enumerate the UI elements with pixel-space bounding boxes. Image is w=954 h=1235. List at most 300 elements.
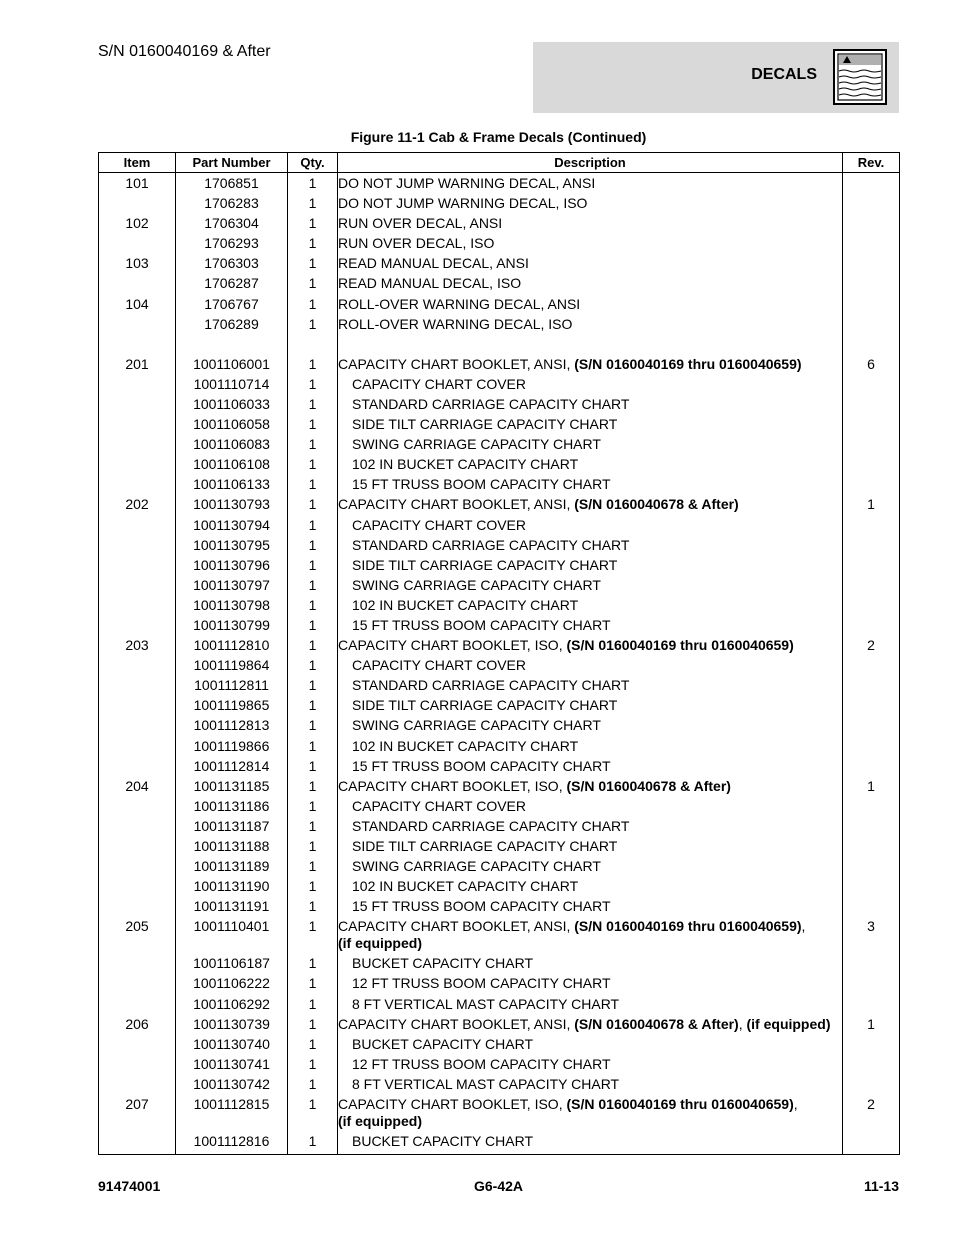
table-row	[99, 517, 900, 537]
description-text	[338, 778, 731, 794]
table-row	[99, 858, 900, 878]
equipment-note: (if equipped)	[746, 1015, 831, 1032]
item-cell: 102	[99, 215, 176, 235]
rev-cell	[843, 436, 900, 456]
serial-range: (S/N 0160040169 thru 0160040659)	[574, 918, 802, 935]
description-cell	[338, 517, 843, 537]
description-text	[338, 898, 611, 915]
qty-cell: 1	[288, 195, 338, 215]
description-text	[338, 1056, 611, 1073]
description-text	[338, 416, 617, 433]
description-cell	[338, 1036, 843, 1056]
item-cell: 104	[99, 296, 176, 316]
empty-cell	[288, 336, 338, 356]
qty-cell: 1	[288, 617, 338, 637]
description-cell	[338, 955, 843, 975]
qty-cell: 1	[288, 637, 338, 657]
part-number-cell: 1001130740	[176, 1036, 288, 1056]
empty-cell	[843, 336, 900, 356]
description-main: CAPACITY CHART BOOKLET, ISO,	[338, 1096, 567, 1113]
part-number-cell: 1706304	[176, 215, 288, 235]
table-row	[99, 717, 900, 737]
description-text	[338, 677, 629, 694]
serial-range: (S/N 0160040169 thru 0160040659)	[574, 355, 802, 372]
description-text	[338, 1076, 619, 1093]
part-number-cell: 1001112814	[176, 758, 288, 778]
table-row	[99, 577, 900, 597]
part-number-cell: 1001131189	[176, 858, 288, 878]
part-number-cell: 1001112813	[176, 717, 288, 737]
serial-range: (S/N 0160040169 thru 0160040659)	[566, 637, 794, 654]
rev-cell: 3	[843, 918, 900, 955]
description-main: DO NOT JUMP WARNING DECAL, ISO	[338, 195, 588, 212]
table-row	[99, 173, 900, 196]
description-text	[338, 537, 629, 554]
description-separator: ,	[793, 1096, 798, 1113]
part-number-cell: 1706293	[176, 235, 288, 255]
description-main: CAPACITY CHART BOOKLET, ANSI,	[338, 355, 575, 372]
part-number-cell: 1001130795	[176, 537, 288, 557]
description-main: 12 FT TRUSS BOOM CAPACITY CHART	[352, 975, 611, 992]
qty-cell: 1	[288, 456, 338, 476]
description-main: 102 IN BUCKET CAPACITY CHART	[352, 596, 579, 613]
description-main: 102 IN BUCKET CAPACITY CHART	[352, 456, 579, 473]
description-cell	[338, 416, 843, 436]
table-row	[99, 677, 900, 697]
table-row	[99, 657, 900, 677]
description-cell	[338, 1133, 843, 1155]
part-number-cell: 1001112816	[176, 1133, 288, 1155]
serial-range: (S/N 0160040678 & After)	[574, 1015, 739, 1032]
description-text	[338, 878, 578, 895]
table-row	[99, 476, 900, 496]
parts-table	[98, 152, 900, 1155]
rev-cell	[843, 657, 900, 677]
rev-cell: 1	[843, 1016, 900, 1036]
rev-cell	[843, 255, 900, 275]
rev-cell	[843, 955, 900, 975]
table-row	[99, 456, 900, 476]
part-number-cell: 1706289	[176, 316, 288, 336]
item-cell	[99, 195, 176, 215]
qty-cell: 1	[288, 517, 338, 537]
serial-range: (S/N 0160040678 & After)	[566, 777, 731, 794]
table-row	[99, 1016, 900, 1036]
column-header-item: Item	[99, 153, 176, 173]
table-row	[99, 215, 900, 235]
description-text	[338, 975, 611, 992]
part-number-cell: 1001106222	[176, 975, 288, 995]
table-row	[99, 778, 900, 798]
rev-cell	[843, 798, 900, 818]
part-number-cell: 1001112810	[176, 637, 288, 657]
part-number-cell: 1001131188	[176, 838, 288, 858]
table-row	[99, 1056, 900, 1076]
item-cell	[99, 955, 176, 975]
item-cell	[99, 697, 176, 717]
rev-cell	[843, 818, 900, 838]
item-cell	[99, 975, 176, 995]
qty-cell: 1	[288, 996, 338, 1016]
qty-cell: 1	[288, 376, 338, 396]
table-row	[99, 738, 900, 758]
qty-cell: 1	[288, 858, 338, 878]
qty-cell: 1	[288, 738, 338, 758]
table-row	[99, 436, 900, 456]
qty-cell: 1	[288, 878, 338, 898]
qty-cell: 1	[288, 496, 338, 516]
rev-cell	[843, 316, 900, 336]
table-row	[99, 537, 900, 557]
rev-cell	[843, 858, 900, 878]
description-main: 102 IN BUCKET CAPACITY CHART	[352, 878, 579, 895]
description-main: BUCKET CAPACITY CHART	[352, 1133, 534, 1150]
qty-cell: 1	[288, 537, 338, 557]
item-cell	[99, 717, 176, 737]
part-number-cell: 1001131186	[176, 798, 288, 818]
qty-cell: 1	[288, 758, 338, 778]
rev-cell	[843, 838, 900, 858]
table-row	[99, 798, 900, 818]
description-main: 102 IN BUCKET CAPACITY CHART	[352, 737, 579, 754]
rev-cell	[843, 1133, 900, 1155]
column-header-qty: Qty.	[288, 153, 338, 173]
description-main: STANDARD CARRIAGE CAPACITY CHART	[352, 536, 630, 553]
rev-cell	[843, 476, 900, 496]
description-main: SIDE TILT CARRIAGE CAPACITY CHART	[352, 556, 618, 573]
description-main: 8 FT VERTICAL MAST CAPACITY CHART	[352, 1075, 620, 1092]
qty-cell: 1	[288, 955, 338, 975]
item-cell	[99, 597, 176, 617]
qty-cell: 1	[288, 918, 338, 955]
qty-cell: 1	[288, 975, 338, 995]
description-text	[338, 738, 578, 755]
rev-cell	[843, 215, 900, 235]
qty-cell: 1	[288, 657, 338, 677]
description-main: STANDARD CARRIAGE CAPACITY CHART	[352, 395, 630, 412]
qty-cell: 1	[288, 215, 338, 235]
description-cell	[338, 617, 843, 637]
part-number-cell: 1001130741	[176, 1056, 288, 1076]
description-cell	[338, 356, 843, 376]
description-cell	[338, 275, 843, 295]
rev-cell	[843, 577, 900, 597]
table-row	[99, 496, 900, 516]
description-text	[338, 858, 601, 875]
description-text	[338, 577, 601, 594]
description-main: 8 FT VERTICAL MAST CAPACITY CHART	[352, 995, 620, 1012]
description-text	[338, 255, 529, 271]
item-cell	[99, 456, 176, 476]
description-text	[338, 657, 526, 674]
item-cell	[99, 1133, 176, 1155]
part-number-cell: 1706283	[176, 195, 288, 215]
table-row	[99, 316, 900, 336]
description-text	[338, 1096, 798, 1129]
table-row	[99, 557, 900, 577]
table-row	[99, 356, 900, 376]
item-cell	[99, 275, 176, 295]
qty-cell: 1	[288, 838, 338, 858]
part-number-cell: 1706287	[176, 275, 288, 295]
table-header-row	[99, 153, 900, 173]
rev-cell	[843, 717, 900, 737]
description-text	[338, 215, 502, 231]
rev-cell: 2	[843, 1096, 900, 1133]
qty-cell: 1	[288, 416, 338, 436]
description-text	[338, 195, 587, 211]
part-number-cell: 1001106083	[176, 436, 288, 456]
description-cell	[338, 496, 843, 516]
description-text	[338, 175, 595, 191]
qty-cell: 1	[288, 577, 338, 597]
part-number-cell: 1001130742	[176, 1076, 288, 1096]
rev-cell	[843, 1036, 900, 1056]
rev-cell	[843, 677, 900, 697]
description-main: CAPACITY CHART BOOKLET, ISO,	[338, 637, 567, 654]
description-text	[338, 838, 617, 855]
item-cell: 101	[99, 173, 176, 196]
part-number-cell: 1001112811	[176, 677, 288, 697]
part-number-cell: 1001106292	[176, 996, 288, 1016]
column-header-part-number: Part Number	[176, 153, 288, 173]
qty-cell: 1	[288, 898, 338, 918]
table-row	[99, 838, 900, 858]
rev-cell: 2	[843, 637, 900, 657]
description-main: SWING CARRIAGE CAPACITY CHART	[352, 858, 601, 875]
part-number-cell: 1001106187	[176, 955, 288, 975]
part-number-cell: 1001130794	[176, 517, 288, 537]
table-row	[99, 336, 900, 356]
description-main: CAPACITY CHART BOOKLET, ANSI,	[338, 918, 575, 935]
item-cell	[99, 677, 176, 697]
description-text	[338, 557, 617, 574]
serial-range: (S/N 0160040169 thru 0160040659)	[566, 1096, 794, 1113]
part-number-cell: 1001106133	[176, 476, 288, 496]
part-number-cell: 1001130799	[176, 617, 288, 637]
serial-number: S/N 0160040169 & After	[98, 43, 271, 60]
description-cell	[338, 918, 843, 955]
section-title: DECALS	[751, 66, 817, 83]
table-row	[99, 1133, 900, 1155]
item-cell	[99, 517, 176, 537]
description-cell	[338, 996, 843, 1016]
rev-cell	[843, 376, 900, 396]
qty-cell: 1	[288, 717, 338, 737]
description-cell	[338, 798, 843, 818]
description-main: SWING CARRIAGE CAPACITY CHART	[352, 717, 601, 734]
qty-cell: 1	[288, 235, 338, 255]
table-row	[99, 637, 900, 657]
qty-cell: 1	[288, 173, 338, 196]
description-text	[338, 1133, 533, 1150]
item-cell	[99, 577, 176, 597]
rev-cell	[843, 296, 900, 316]
part-number-cell: 1706303	[176, 255, 288, 275]
rev-cell	[843, 996, 900, 1016]
rev-cell	[843, 517, 900, 537]
description-cell	[338, 717, 843, 737]
description-main: 15 FT TRUSS BOOM CAPACITY CHART	[352, 476, 611, 493]
part-number-cell: 1001119865	[176, 697, 288, 717]
item-cell: 103	[99, 255, 176, 275]
table-row	[99, 195, 900, 215]
column-header-rev: Rev.	[843, 153, 900, 173]
description-text	[338, 717, 601, 734]
description-separator: ,	[801, 918, 806, 935]
description-text	[338, 316, 572, 332]
empty-cell	[338, 336, 843, 356]
item-cell	[99, 376, 176, 396]
part-number-cell: 1001130739	[176, 1016, 288, 1036]
item-cell	[99, 476, 176, 496]
description-cell	[338, 975, 843, 995]
description-main: CAPACITY CHART BOOKLET, ANSI,	[338, 1015, 575, 1032]
section-header	[533, 42, 899, 113]
rev-cell	[843, 1076, 900, 1096]
description-text	[338, 955, 533, 972]
description-main: STANDARD CARRIAGE CAPACITY CHART	[352, 677, 630, 694]
table-row	[99, 878, 900, 898]
rev-cell	[843, 878, 900, 898]
description-cell	[338, 858, 843, 878]
description-main: DO NOT JUMP WARNING DECAL, ANSI	[338, 175, 596, 191]
rev-cell	[843, 975, 900, 995]
description-cell	[338, 778, 843, 798]
description-cell	[338, 1016, 843, 1036]
part-number-cell: 1706767	[176, 296, 288, 316]
description-text	[338, 918, 805, 951]
description-cell	[338, 738, 843, 758]
description-cell	[338, 577, 843, 597]
table-row	[99, 996, 900, 1016]
item-cell	[99, 557, 176, 577]
description-cell	[338, 758, 843, 778]
rev-cell	[843, 697, 900, 717]
description-text	[338, 396, 629, 413]
description-main: CAPACITY CHART COVER	[352, 657, 527, 674]
description-text	[338, 275, 521, 291]
table-row	[99, 1096, 900, 1133]
item-cell	[99, 818, 176, 838]
qty-cell: 1	[288, 1056, 338, 1076]
item-cell	[99, 758, 176, 778]
item-cell	[99, 235, 176, 255]
equipment-note: (if equipped)	[338, 935, 422, 952]
rev-cell	[843, 537, 900, 557]
table-row	[99, 918, 900, 955]
qty-cell: 1	[288, 436, 338, 456]
item-cell	[99, 996, 176, 1016]
part-number-cell: 1001130793	[176, 496, 288, 516]
item-cell	[99, 617, 176, 637]
description-main: CAPACITY CHART BOOKLET, ISO,	[338, 777, 567, 794]
description-text	[338, 1036, 533, 1053]
description-main: RUN OVER DECAL, ISO	[338, 235, 495, 252]
item-cell: 201	[99, 356, 176, 376]
qty-cell: 1	[288, 1076, 338, 1096]
item-cell	[99, 738, 176, 758]
description-cell	[338, 215, 843, 235]
description-main: SIDE TILT CARRIAGE CAPACITY CHART	[352, 697, 618, 714]
rev-cell	[843, 617, 900, 637]
qty-cell: 1	[288, 1016, 338, 1036]
table-row	[99, 898, 900, 918]
table-row	[99, 376, 900, 396]
description-text	[338, 597, 578, 614]
description-cell	[338, 697, 843, 717]
description-main: STANDARD CARRIAGE CAPACITY CHART	[352, 817, 630, 834]
footer-model: G6-42A	[473, 1178, 524, 1194]
item-cell: 202	[99, 496, 176, 516]
description-text	[338, 296, 580, 312]
description-cell	[338, 396, 843, 416]
table-row	[99, 975, 900, 995]
description-main: CAPACITY CHART COVER	[352, 375, 527, 392]
item-cell: 206	[99, 1016, 176, 1036]
part-number-cell: 1001130796	[176, 557, 288, 577]
rev-cell	[843, 235, 900, 255]
table-row	[99, 275, 900, 295]
description-main: ROLL-OVER WARNING DECAL, ANSI	[338, 295, 581, 312]
item-cell: 207	[99, 1096, 176, 1133]
description-text	[338, 496, 739, 512]
table-row	[99, 296, 900, 316]
description-text	[338, 356, 802, 372]
item-cell	[99, 878, 176, 898]
rev-cell	[843, 173, 900, 196]
qty-cell: 1	[288, 396, 338, 416]
qty-cell: 1	[288, 677, 338, 697]
description-cell	[338, 255, 843, 275]
qty-cell: 1	[288, 275, 338, 295]
part-number-cell: 1001130797	[176, 577, 288, 597]
description-cell	[338, 173, 843, 196]
qty-cell: 1	[288, 316, 338, 336]
description-text	[338, 697, 617, 714]
description-cell	[338, 456, 843, 476]
qty-cell: 1	[288, 697, 338, 717]
description-text	[338, 617, 611, 634]
table-row	[99, 396, 900, 416]
item-cell	[99, 1076, 176, 1096]
description-text	[338, 376, 526, 393]
table-row	[99, 597, 900, 617]
description-main: BUCKET CAPACITY CHART	[352, 1035, 534, 1052]
rev-cell	[843, 275, 900, 295]
description-cell	[338, 637, 843, 657]
description-cell	[338, 657, 843, 677]
item-cell	[99, 436, 176, 456]
description-cell	[338, 537, 843, 557]
serial-range: (S/N 0160040678 & After)	[574, 496, 739, 513]
part-number-cell: 1001106001	[176, 356, 288, 376]
description-text	[338, 996, 619, 1013]
part-number-cell: 1001106108	[176, 456, 288, 476]
description-separator: ,	[738, 1015, 747, 1032]
description-main: 15 FT TRUSS BOOM CAPACITY CHART	[352, 616, 611, 633]
description-cell	[338, 1096, 843, 1133]
description-main: 15 FT TRUSS BOOM CAPACITY CHART	[352, 757, 611, 774]
qty-cell: 1	[288, 356, 338, 376]
description-cell	[338, 898, 843, 918]
qty-cell: 1	[288, 818, 338, 838]
empty-cell	[99, 336, 176, 356]
description-text	[338, 758, 611, 775]
figure-title: Figure 11-1 Cab & Frame Decals (Continued)	[350, 129, 647, 145]
rev-cell	[843, 597, 900, 617]
description-main: SWING CARRIAGE CAPACITY CHART	[352, 576, 601, 593]
